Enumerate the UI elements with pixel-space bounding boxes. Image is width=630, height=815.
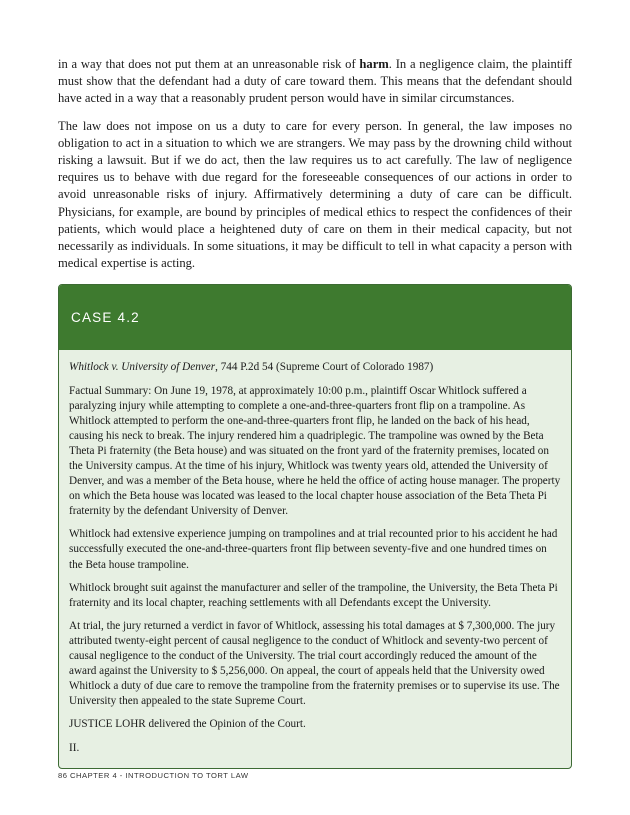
case-paragraph: JUSTICE LOHR delivered the Opinion of the Court. — [69, 718, 306, 731]
case-citation-rest: , 744 P.2d 54 (Supreme Court of Colorado 1987) — [215, 361, 434, 374]
case-paragraph: At trial, the jury returned a verdict in favor of Whitlock, assessing his total damages at $ 7,300,000. The jury attributed twenty-eight percent of causal negligence to the conduct of Whitlock and seventy-two percent of causal negligence to the conduct of the University. The trial court accordingly reduced the amount of the award against the University to $ 5,256,000. On appeal, the court of appeals held that the University owed Whitlock a duty of due care to remove the trampoline from the fraternity premises or to supervise its use. The University then appealed to the state Supreme Court. — [69, 619, 560, 708]
case-citation-name: Whitlock v. University of Denver — [69, 361, 216, 374]
case-header — [59, 285, 571, 350]
case-title: CASE 4.2 — [71, 310, 140, 326]
case-paragraph: Whitlock had extensive experience jumping on trampolines and at trial recounted prior to his accident he had successfully executed the one-and-three-quarters front flip between seventy-five and one hundred times on the Beta house trampoline. — [69, 528, 558, 571]
case-paragraph: II. — [69, 741, 80, 754]
page-content — [58, 56, 572, 769]
case-paragraph: Whitlock brought suit against the manufacturer and seller of the trampoline, the University, the Beta Theta Pi fraternity and its local chapter, reaching settlements with all Defendants except the University. — [69, 581, 558, 609]
page-footer: 86 CHAPTER 4 - INTRODUCTION TO TORT LAW — [58, 771, 249, 780]
intro-paragraph-1 — [58, 56, 572, 108]
case-citation — [69, 360, 561, 375]
intro-p1-after: . In a negligence claim, the plaintiff must show that the defendant had a duty of care toward them. This means that the defendant should have acted in a way that a reasonably prudent person would have in similar circumstances. — [58, 57, 572, 106]
intro-paragraph-2: The law does not impose on us a duty to care for every person. In general, the law imposes no obligation to act in a situation to which we are strangers. We may pass by the drowning child without risking a lawsuit. But if we do act, then the law requires us to act carefully. The law of negligence requires us to behave with due regard for the foreseeable consequences of our actions in order to avoid unreasonable risks of injury. Affirmatively determining a duty of care can be difficult. Physicians, for example, are bound by principles of medical ethics to respect the confidences of their patients, which would place a heightened duty of care on them in their medical capacity, but not necessarily as individuals. In some situations, it may be difficult to tell in what capacity a person with medical expertise is acting. — [58, 118, 572, 271]
case-paragraph: Factual Summary: On June 19, 1978, at approximately 10:00 p.m., plaintiff Oscar Whitlock suffered a paralyzing injury while attempting to complete a one-and-three-quarters front flip on a trampoline. As Whitlock attempted to perform the one-and-three-quarters front flip, he landed on the back of his head, causing his neck to break. The injury rendered him a quadriplegic. The trampoline was owned by the Beta Theta Pi fraternity (the Beta house) and was situated on the front yard of the fraternity premises, located on the University campus. At the time of his injury, Whitlock was twenty years old, attended the University of Denver, and was a member of the Beta house, where he held the office of acting house manager. The property on which the Beta house was located was leased to the local chapter house association of the Beta Theta Pi fraternity by the defendant University of Denver. — [69, 384, 561, 518]
case-box — [58, 284, 572, 768]
case-body — [59, 350, 571, 767]
harm-term: harm — [359, 57, 389, 71]
intro-p1-before: in a way that does not put them at an unreasonable risk of — [58, 57, 360, 71]
